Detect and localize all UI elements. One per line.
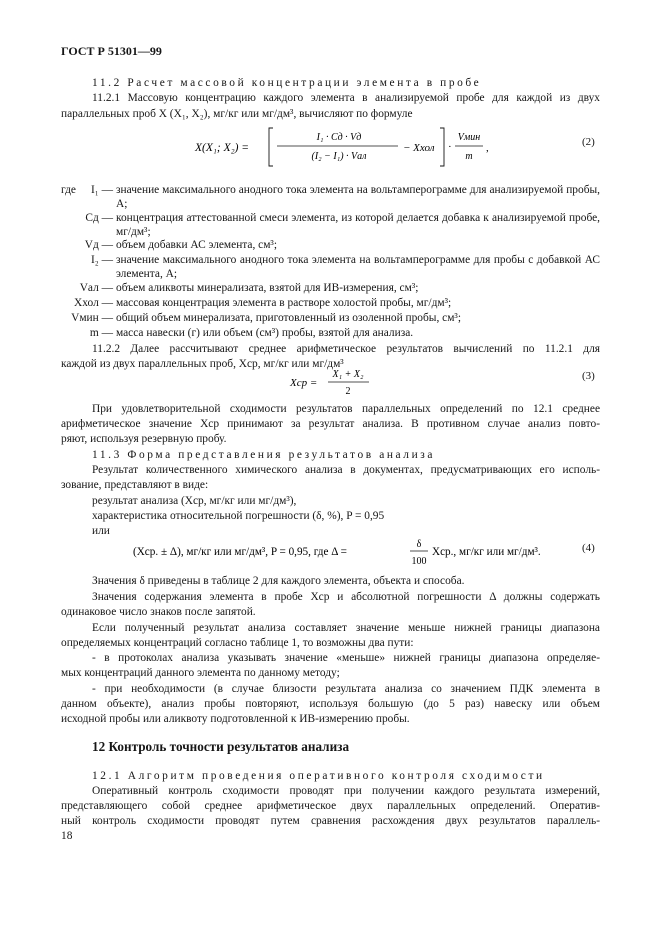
- formula-2-denominator: (I₂ − I₁) · Vал: [311, 151, 367, 162]
- paragraph-values-delta: Значения δ приведены в таблице 2 для каждого элемента, объекта и способа.: [92, 575, 465, 587]
- section-11-2-title: 11.2 Расчет массовой концентрации элемента в пробе: [92, 77, 482, 89]
- formula-4-denominator: 100: [411, 556, 427, 567]
- formula-4-numerator: δ: [416, 539, 422, 550]
- paragraph-12-1-line-3: ный контроль сходимости проводят путем сравнения расхождения двух результатов параллель-: [61, 815, 600, 827]
- definition-text: объем аликвоты минерализата, взятой для ИВ-измерения, см³;: [116, 282, 419, 294]
- paragraph-convergence-line-3: ряют, используя резервную пробу.: [61, 433, 227, 445]
- paragraph-12-1-line-2: представляющего собой среднее арифметическое двух параллельных определений. Оператив-: [61, 800, 600, 812]
- paragraph-lower-bound-line-1: Если полученный результат анализа составляет значение меньше нижней границы диапазона: [92, 622, 600, 634]
- definition-text: значение максимального анодного тока элемента на вольтамперограмме для пробы с добавкой АС элемента, А;: [116, 254, 600, 280]
- paragraph-11-2-2-line-1: 11.2.2 Далее рассчитывают среднее арифметическое результатов вычислений по 11.2.1 для: [92, 343, 600, 355]
- definition-symbol: I₁ —: [90, 184, 113, 196]
- paragraph-11-3-line-1: Результат количественного химического анализа в документах, предусматривающих его исполь-: [92, 464, 600, 476]
- formula-3-numerator: X₁ + X₂: [332, 369, 364, 380]
- definition-text: общий объем минерализата, приготовленный из озоленной пробы, см³;: [116, 312, 461, 324]
- formula-3-number: (3): [582, 370, 595, 382]
- definition-symbol: Vд —: [84, 239, 113, 251]
- page-number: 18: [61, 830, 73, 842]
- paragraph-11-2-1-line-2: параллельных проб X (X₁, X₂), мг/кг или мг/дм³, вычисляют по формуле: [61, 108, 413, 120]
- list-item-repeat-line-1: - при необходимости (в случае близости результата анализа со значением ПДК элемента в: [92, 683, 600, 695]
- definition-symbol: Xхол —: [74, 297, 113, 309]
- list-item-repeat-line-2: данном объекте), анализ пробы повторяют, используя большую (до 5 раз) навеску или объем: [61, 698, 600, 710]
- definition-symbol: Cд —: [85, 212, 113, 224]
- where-label: где: [61, 184, 76, 196]
- formula-2-numerator: I₁ · Cд · Vд: [316, 132, 362, 143]
- list-item-repeat-line-3: исходной пробы или аликвоту подготовленной к ИВ-измерению пробы.: [61, 713, 410, 725]
- formula-2-lhs: X(X₁; X₂) =: [195, 142, 250, 154]
- formula-4-number: (4): [582, 542, 595, 554]
- paragraph-convergence-line-1: При удовлетворительной сходимости результатов параллельных определений по 12.1 среднее: [92, 403, 600, 415]
- formula-3-denominator: 2: [345, 386, 351, 397]
- paragraph-content-line-2: одинаковое число знаков после запятой.: [61, 606, 256, 618]
- formula-4: [133, 537, 553, 571]
- svg-text:·: ·: [448, 141, 452, 153]
- formula-2-minus-term: − Xхол: [403, 142, 435, 154]
- paragraph-11-3-line-2: зование, представляют в виде:: [61, 479, 209, 491]
- paragraph-content-line-1: Значения содержания элемента в пробе Xср и абсолютной погрешности Δ должны содержать: [92, 591, 600, 603]
- paragraph-11-3-line-4: характеристика относительной погрешности (δ, %), P = 0,95: [92, 510, 385, 522]
- definition-text: массовая концентрация элемента в растворе холостой пробы, мг/дм³;: [116, 297, 452, 309]
- section-11-3-title: 11.3 Форма представления результатов анализа: [92, 449, 436, 461]
- definition-symbol: m —: [89, 327, 113, 339]
- formula-4-pre: (Xср. ± Δ), мг/кг или мг/дм³, P = 0,95, где Δ =: [133, 546, 347, 558]
- definition-text: значение максимального анодного тока элемента на вольтамперограмме для анализируемой пробы, А;: [116, 184, 600, 210]
- list-item-protocols-line-1: - в протоколах анализа указывать значение «меньше» нижней границы диапазона определяе-: [92, 652, 600, 664]
- definition-symbol: I₂ —: [90, 254, 113, 266]
- section-12-heading: 12 Контроль точности результатов анализа: [92, 739, 350, 754]
- definition-text: масса навески (г) или объем (см³) пробы, взятой для анализа.: [116, 327, 414, 339]
- formula-3: [290, 365, 380, 401]
- paragraph-convergence-line-2: арифметическое значение Xср принимают за результат анализа. В противном случае анализ повто-: [61, 418, 600, 430]
- formula-3-lhs: Xср =: [290, 377, 318, 389]
- definition-text: объем добавки АС элемента, см³;: [116, 239, 278, 251]
- definition-text: концентрация аттестованной смеси элемента, из которой делается добавка к анализируемой пробе, мг/дм³;: [116, 212, 600, 238]
- formula-2-second-denominator: m: [465, 151, 473, 162]
- formula-2: [195, 122, 495, 172]
- formula-2-second-numerator: Vмин: [457, 132, 481, 143]
- paragraph-11-3-line-3: результат анализа (Xср, мг/кг или мг/дм³),: [92, 495, 297, 507]
- definition-symbol: Vмин —: [71, 312, 113, 324]
- paragraph-11-2-2-line-2: каждой из двух параллельных проб, Xср, мг/кг или мг/дм³: [61, 358, 344, 370]
- document-header: ГОСТ Р 51301—99: [61, 44, 162, 58]
- section-12-1-title: 12.1 Алгоритм проведения оперативного контроля сходимости: [92, 770, 545, 782]
- list-item-protocols-line-2: мых концентраций данного элемента по данному методу;: [61, 667, 340, 679]
- paragraph-lower-bound-line-2: определяемых концентраций согласно таблице 1, то возможны два пути:: [61, 637, 414, 649]
- formula-2-tail: ,: [486, 142, 489, 154]
- paragraph-12-1-line-1: Оперативный контроль сходимости проводят при получении каждого результата измерений,: [92, 785, 600, 797]
- paragraph-11-3-line-5: или: [92, 525, 110, 537]
- formula-4-post: Xср., мг/кг или мг/дм³.: [432, 546, 541, 558]
- formula-2-number: (2): [582, 136, 595, 148]
- definition-symbol: Vал —: [79, 282, 113, 294]
- paragraph-11-2-1-line-1: 11.2.1 Массовую концентрацию каждого элемента в анализируемой пробе для каждой из двух: [92, 92, 600, 104]
